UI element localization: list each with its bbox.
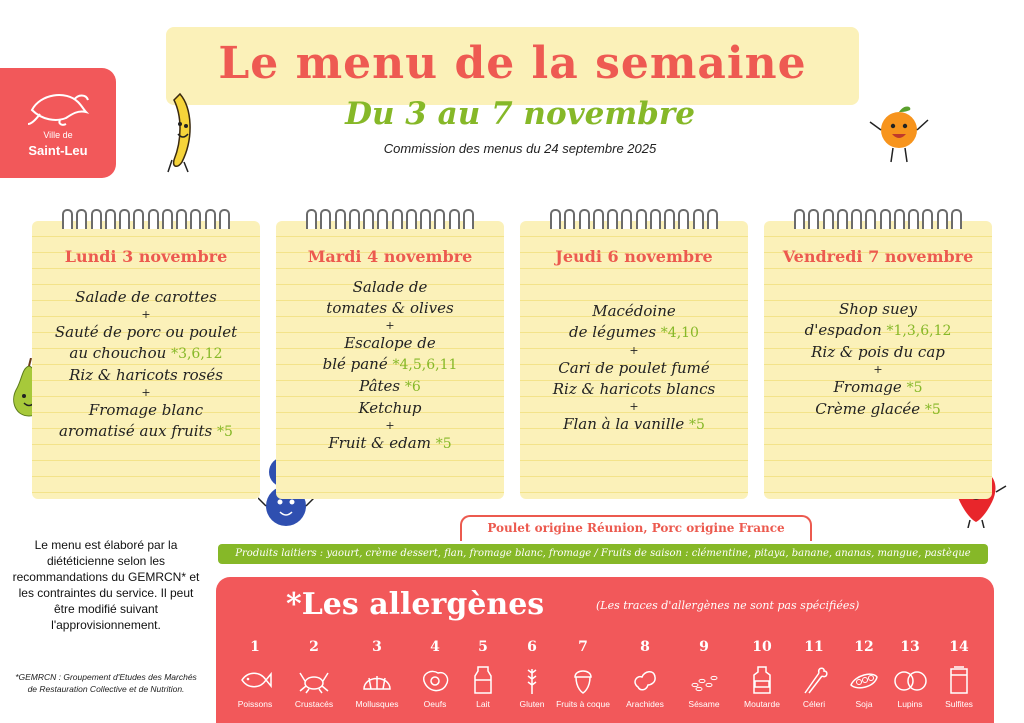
allergen-name: Soja <box>855 699 873 709</box>
allergen-name: Arachides <box>626 699 664 709</box>
allergen-number: 11 <box>804 639 824 655</box>
allergen-number: 14 <box>949 639 969 655</box>
crab-icon <box>297 665 331 695</box>
dish: Cari de poulet fumé <box>558 359 710 377</box>
separator: + <box>873 363 883 376</box>
banana-icon <box>160 88 208 174</box>
dish <box>282 354 498 376</box>
allergen-name: Moutarde <box>744 699 780 709</box>
dish <box>282 376 498 398</box>
dish: Fromage blanc <box>88 401 204 419</box>
separator: + <box>629 344 639 357</box>
dish <box>282 433 498 455</box>
allergen-codes: *4,10 <box>660 325 699 341</box>
day-card-lundi <box>32 221 260 499</box>
day-card-mardi <box>276 221 504 499</box>
dish-text: au chouchou <box>69 344 167 362</box>
lupin-icon <box>893 665 927 695</box>
dish: Riz & haricots rosés <box>69 366 223 384</box>
allergen-item <box>929 639 989 709</box>
day-card-vendredi <box>764 221 992 499</box>
turtle-icon <box>26 84 90 128</box>
dish: Shop suey <box>838 300 918 318</box>
day-title: Jeudi 6 novembre <box>555 247 713 266</box>
day-menu <box>282 277 498 455</box>
dish: Macédoine <box>592 302 676 320</box>
celery-icon <box>797 665 831 695</box>
allergen-number: 13 <box>900 639 920 655</box>
allergen-name: Oeufs <box>423 699 447 709</box>
allergen-codes: *5 <box>906 380 923 396</box>
allergen-number: 8 <box>640 639 650 655</box>
allergen-name: Lait <box>476 699 490 709</box>
dish <box>770 399 986 421</box>
allergens-panel <box>216 577 994 723</box>
dish-text: Pâtes <box>359 377 401 395</box>
allergens-subtitle: (Les traces d'allergènes ne sont pas spécifiées) <box>596 599 860 612</box>
sesame-icon <box>687 665 721 695</box>
shell-icon <box>360 665 394 695</box>
peanut-icon <box>628 665 662 695</box>
allergen-item <box>732 639 792 709</box>
allergen-number: 1 <box>250 639 260 655</box>
dish: Riz & haricots blancs <box>552 380 716 398</box>
sulfites-icon <box>942 665 976 695</box>
allergen-name: Lupins <box>897 699 923 709</box>
allergens-title: *Les allergènes <box>286 587 545 622</box>
day-card-jeudi <box>520 221 748 499</box>
allergen-name: Sulfites <box>945 699 973 709</box>
allergen-name: Crustacés <box>294 699 334 709</box>
separator: + <box>385 319 395 332</box>
day-menu <box>770 299 986 421</box>
gemrcn-footnote: *GEMRCN : Groupement d'Etudes des Marchés de Restauration Collective et de Nutrition. <box>15 672 197 694</box>
wheat-icon <box>515 665 549 695</box>
orange-icon <box>866 98 932 168</box>
allergen-item <box>347 639 407 709</box>
allergen-item <box>284 639 344 709</box>
dish <box>38 421 254 443</box>
allergen-number: 7 <box>578 639 588 655</box>
dish <box>526 322 742 344</box>
commission-date: Commission des menus du 24 septembre 2025 <box>383 141 657 156</box>
day-title: Mardi 4 novembre <box>307 247 473 266</box>
dish-text: blé pané <box>322 355 388 373</box>
allergen-codes: *1,3,6,12 <box>886 323 952 339</box>
dish <box>770 320 986 342</box>
allergen-name: Céleri <box>802 699 826 709</box>
logo-title: Saint-Leu <box>28 143 88 158</box>
dish: Riz & pois du cap <box>811 343 945 361</box>
day-menu <box>526 301 742 436</box>
day-title: Lundi 3 novembre <box>64 247 228 266</box>
soy-icon <box>847 665 881 695</box>
allergen-number: 5 <box>478 639 488 655</box>
dish <box>526 414 742 436</box>
dish: Escalope de <box>344 334 436 352</box>
mustard-icon <box>745 665 779 695</box>
milk-icon <box>466 665 500 695</box>
allergen-name: Fruits à coque <box>556 699 610 709</box>
allergen-codes: *5 <box>435 436 452 452</box>
separator: + <box>385 419 395 432</box>
products-banner: Produits laitiers : yaourt, crème dessert, flan, fromage blanc, fromage / Fruits de saison : clémentine, pitaya, banane, ananas, mangue, pastèque <box>218 544 988 564</box>
allergen-name: Gluten <box>519 699 545 709</box>
dish-text: Fromage <box>833 378 902 396</box>
notebook-spiral <box>794 209 962 229</box>
dish: Salade de <box>352 278 428 296</box>
dish: Sauté de porc ou poulet <box>54 323 238 341</box>
dish-text: aromatisé aux fruits <box>59 422 213 440</box>
allergen-item <box>615 639 675 709</box>
separator: + <box>629 400 639 413</box>
allergen-number: 12 <box>854 639 874 655</box>
meat-origin-note: Poulet origine Réunion, Porc origine France <box>460 515 812 541</box>
title-banner <box>166 27 859 105</box>
allergen-codes: *5 <box>217 424 233 440</box>
notebook-spiral <box>62 209 230 229</box>
logo-subtitle: Ville de <box>43 130 73 140</box>
dish: tomates & olives <box>326 299 454 317</box>
egg-icon <box>418 665 452 695</box>
allergen-codes: *6 <box>404 379 421 395</box>
dish: Salade de carottes <box>75 288 217 306</box>
notebook-spiral <box>550 209 718 229</box>
dish-text: de légumes <box>569 323 657 341</box>
city-logo <box>0 68 116 178</box>
dish: Ketchup <box>358 399 422 417</box>
week-dates: Du 3 au 7 novembre <box>345 96 695 132</box>
menu-disclaimer: Le menu est élaboré par la diététicienne selon les recommandations du GEMRCN* et les contraintes du service. Il peut être modifié suivant l'approvisionnement. <box>12 538 200 632</box>
day-title: Vendredi 7 novembre <box>782 247 974 266</box>
fish-icon <box>238 665 272 695</box>
allergen-codes: *5 <box>689 417 705 433</box>
allergen-name: Sésame <box>688 699 720 709</box>
dish <box>770 377 986 399</box>
allergen-number: 4 <box>430 639 440 655</box>
allergen-codes: *5 <box>924 402 941 418</box>
allergen-number: 6 <box>527 639 537 655</box>
separator: + <box>141 386 151 399</box>
separator: + <box>141 308 151 321</box>
allergen-codes: *4,5,6,11 <box>392 357 458 373</box>
nut-icon <box>566 665 600 695</box>
day-menu <box>38 287 254 443</box>
allergen-number: 9 <box>699 639 709 655</box>
allergen-item <box>553 639 613 709</box>
dish-text: d'espadon <box>804 321 882 339</box>
page-title: Le menu de la semaine <box>218 38 807 89</box>
dish-text: Crème glacée <box>815 400 921 418</box>
allergen-item <box>225 639 285 709</box>
dish <box>38 343 254 365</box>
dish-text: Flan à la vanille <box>563 415 685 433</box>
allergen-codes: *3,6,12 <box>171 346 223 362</box>
allergen-item <box>674 639 734 709</box>
notebook-spiral <box>306 209 474 229</box>
allergen-number: 2 <box>309 639 319 655</box>
allergen-name: Poissons <box>237 699 273 709</box>
allergen-name: Mollusques <box>355 699 399 709</box>
dish-text: Fruit & edam <box>328 434 431 452</box>
allergen-number: 10 <box>752 639 772 655</box>
allergen-number: 3 <box>372 639 382 655</box>
